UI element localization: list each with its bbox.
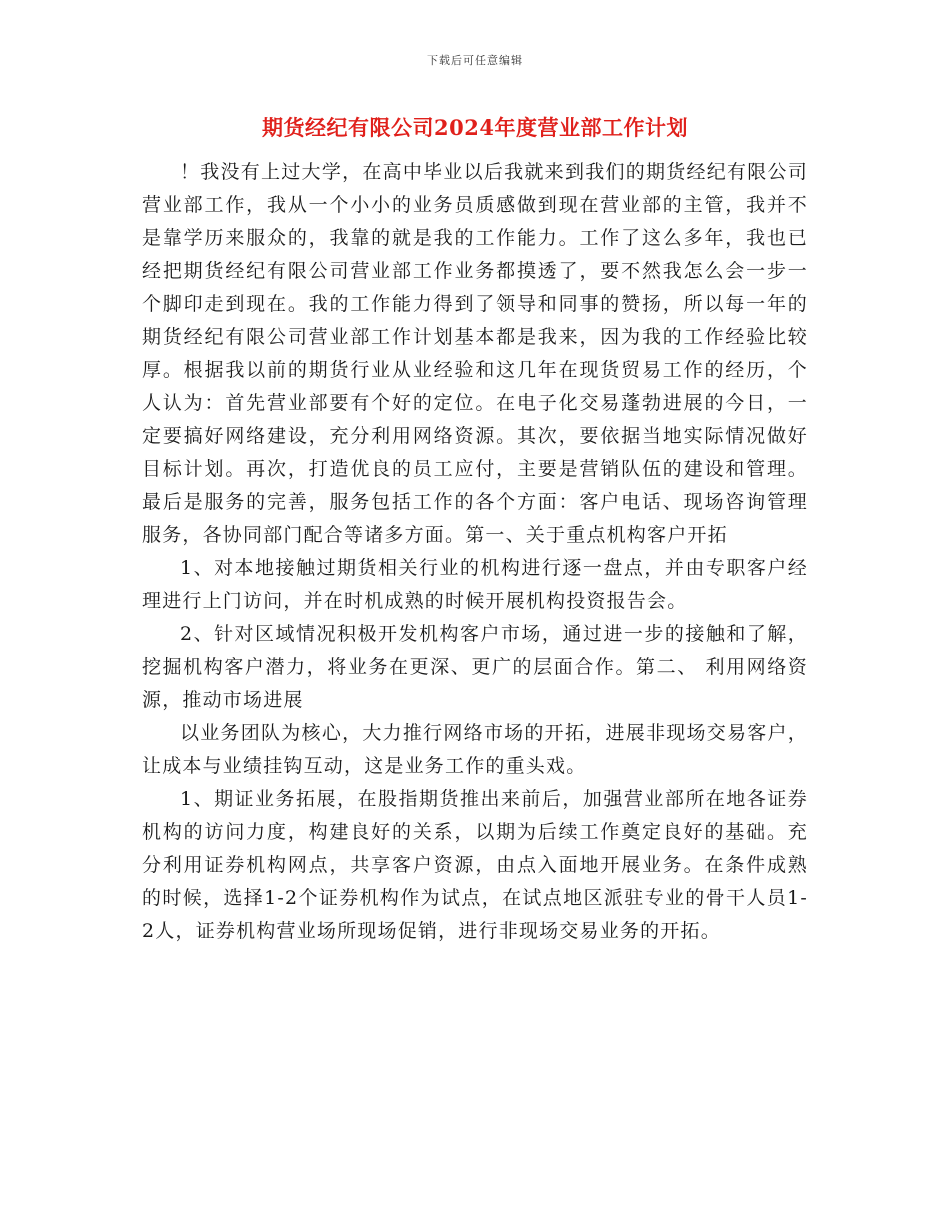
paragraph: 2、针对区域情况积极开发机构客户市场，通过进一步的接触和了解，挖掘机构客户潜力，将业务在更深、更广的层面合作。第二、 利用网络资源，推动市场进展 xyxy=(142,623,808,711)
document-title: 期货经纪有限公司2024年度营业部工作计划 xyxy=(262,115,688,140)
header-note: 下载后可任意编辑 xyxy=(427,54,523,67)
document-body xyxy=(142,156,808,948)
paragraph: ！我没有上过大学，在高中毕业以后我就来到我们的期货经纪有限公司营业部工作，我从一个小小的业务员质感做到现在营业部的主管，我并不是靠学历来服众的，我靠的就是我的工作能力。工作了这么多年，我也已经把期货经纪有限公司营业部工作业务都摸透了，要不然我怎么会一步一个脚印走到现在。我的工作能力得到了领导和同事的赞扬，所以每一年的期货经纪有限公司营业部工作计划基本都是我来，因为我的工作经验比较厚。根据我以前的期货行业从业经验和这几年在现货贸易工作的经历，个人认为：首先营业部要有个好的定位。在电子化交易蓬勃进展的今日，一定要搞好网络建设，充分利用网络资源。其次，要依据当地实际情况做好目标计划。再次，打造优良的员工应付，主要是营销队伍的建设和管理。最后是服务的完善，服务包括工作的各个方面：客户电话、现场咨询管理服务，各协同部门配合等诸多方面。第一、关于重点机构客户开拓 xyxy=(142,161,808,546)
paragraph: 1、对本地接触过期货相关行业的机构进行逐一盘点，并由专职客户经理进行上门访问，并在时机成熟的时候开展机构投资报告会。 xyxy=(142,557,808,612)
paragraph: 以业务团队为核心，大力推行网络市场的开拓，进展非现场交易客户，让成本与业绩挂钩互动，这是业务工作的重头戏。 xyxy=(142,722,808,777)
paragraph: 1、期证业务拓展，在股指期货推出来前后，加强营业部所在地各证券机构的访问力度，构建良好的关系，以期为后续工作奠定良好的基础。充分利用证券机构网点，共享客户资源，由点入面地开展业务。在条件成熟的时候，选择1-2个证券机构作为试点，在试点地区派驻专业的骨干人员1-2人，证券机构营业场所现场促销，进行非现场交易业务的开拓。 xyxy=(142,788,808,942)
